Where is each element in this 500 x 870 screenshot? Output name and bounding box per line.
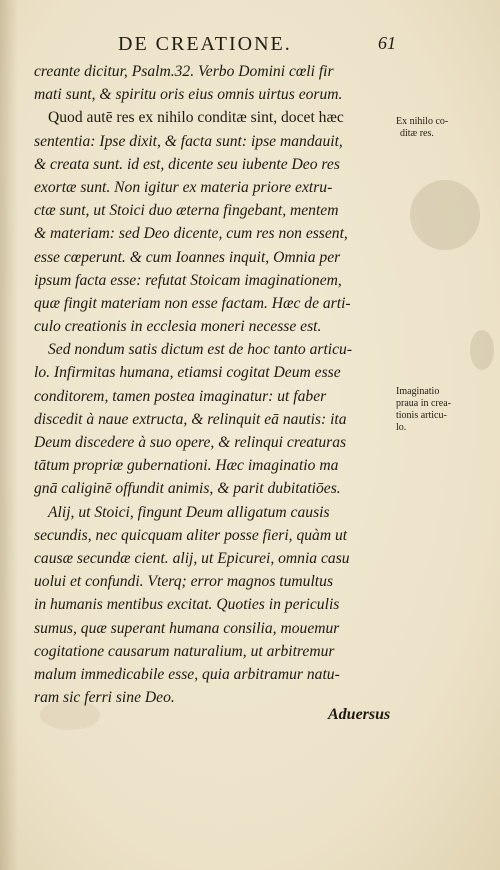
text-line: cogitatione causarum naturalium, ut arbitremur [34, 642, 335, 660]
text-line: uolui et confundi. Vterq; error magnos tumultus [34, 573, 334, 591]
margin-note-line: lo. [396, 422, 407, 433]
catchword: Aduersus [328, 706, 391, 723]
text-line: exortæ sunt. Non igitur ex materia priore extru- [34, 178, 333, 196]
margin-note-imaginatio [396, 386, 496, 434]
text-line: discedit à naue extructa, & relinquit eā nautis: ita [34, 410, 347, 428]
gutter-shadow [0, 0, 18, 870]
text-line: malum immedicabile esse, quia arbitramur natu- [34, 665, 340, 683]
text-line: sententia: Ipse dixit, & facta sunt: ipse mandauit, [34, 132, 343, 150]
margin-note-line: Ex nihilo co- [396, 116, 449, 127]
margin-note-line: tionis articu- [396, 410, 447, 421]
text-line: conditorem, tamen postea imaginatur: ut faber [34, 387, 327, 405]
text-line: sumus, quæ superant humana consilia, mouemur [34, 619, 340, 637]
text-line: Alij, ut Stoici, fingunt Deum alligatum causis [48, 503, 330, 521]
text-line: secundis, nec quicquam aliter posse fieri, quàm ut [34, 526, 348, 544]
margin-note-line: Imaginatio [396, 386, 440, 397]
text-line: & creata sunt. id est, dicente seu iubente Deo res [34, 155, 340, 173]
page-number: 61 [378, 33, 396, 53]
running-title: DE CREATIONE. [118, 33, 292, 55]
text-line: ipsum facta esse: refutat Stoicam imaginationem, [34, 271, 342, 289]
text-line: Quod autē res ex nihilo conditæ sint, docet hæc [48, 109, 344, 127]
margin-note-creation-ex-nihilo [396, 116, 496, 140]
text-line: & materiam: sed Deo dicente, cum res non essent, [34, 225, 348, 243]
text-line: gnā caliginē offundit animis, & parit dubitatiōes. [34, 480, 341, 498]
text-line: lo. Infirmitas humana, etiamsi cogitat Deum esse [34, 364, 341, 382]
text-line: creante dicitur, Psalm.32. Verbo Domini cœli fir [34, 63, 334, 80]
text-line: causæ secundæ cient. alij, ut Epicurei, omnia casu [34, 549, 350, 567]
text-line: ctæ sunt, ut Stoici duo æterna fingebant, mentem [34, 202, 339, 220]
text-line: esse cœperunt. & cum Ioannes inquit, Omnia per [34, 248, 341, 266]
text-line: tātum propriæ gubernationi. Hæc imaginatio ma [34, 457, 339, 475]
text-line: Deum discedere à suo opere, & relinqui creaturas [34, 434, 347, 451]
ink-bleed-spot [470, 330, 494, 370]
ink-bleed-spot [410, 180, 480, 250]
page-header [0, 33, 500, 55]
text-line: in humanis mentibus excitat. Quoties in periculis [34, 596, 340, 614]
text-line: Sed nondum satis dictum est de hoc tanto articu- [48, 341, 353, 359]
text-line: culo creationis in ecclesia moneri necesse est. [34, 318, 322, 336]
text-line: quæ fingit materiam non esse factam. Hæc de arti- [34, 294, 351, 312]
text-line: mati sunt, & spiritu oris eius omnis uirtus eorum. [34, 86, 343, 104]
body-text [34, 60, 394, 709]
margin-note-line: praua in crea- [396, 398, 451, 409]
margin-note-line: ditæ res. [400, 128, 434, 139]
text-line: ram sic ferri sine Deo. [34, 689, 175, 707]
